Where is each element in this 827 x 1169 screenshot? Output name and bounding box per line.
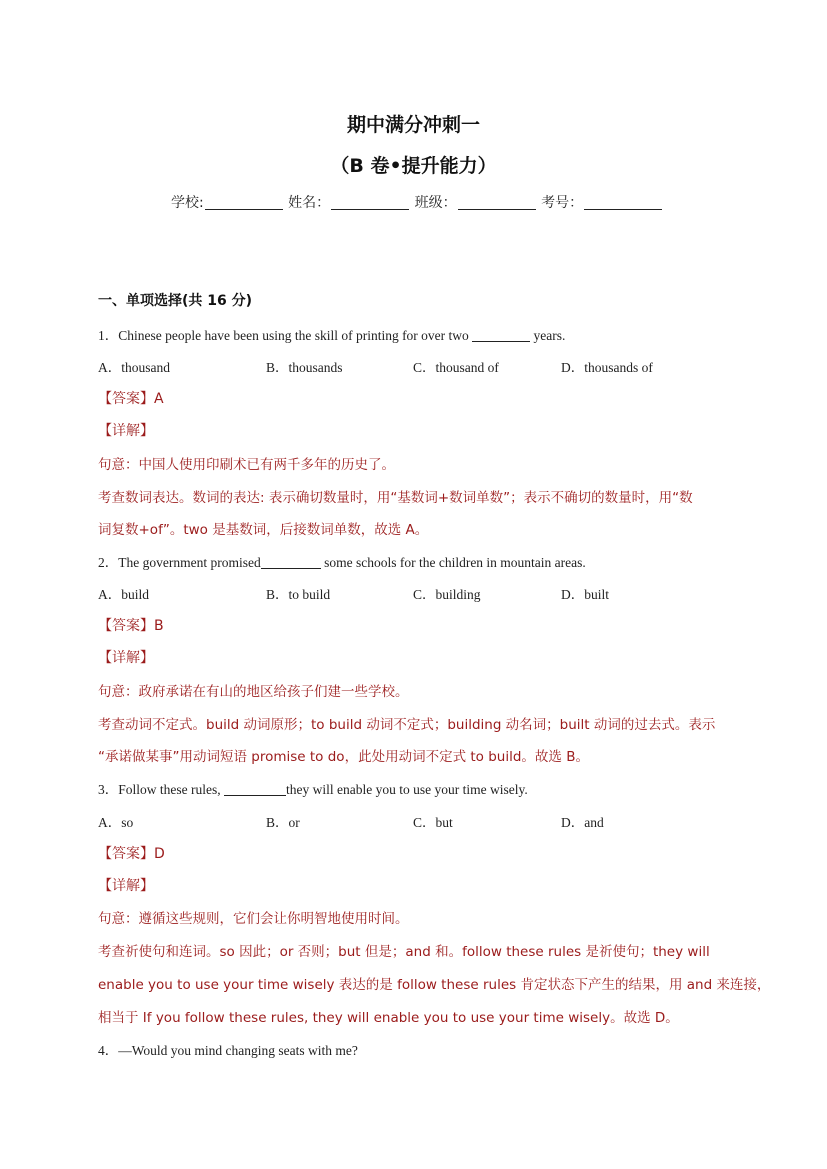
- question-1-answer: 【答案】A: [98, 391, 164, 407]
- question-1-option-b: B．thousands: [266, 360, 343, 375]
- question-1-detail-label: 【详解】: [98, 423, 154, 439]
- question-3-explanation-line: 考查祈使句和连词。so 因此；or 否则；but 但是；and 和。follow these rules 是祈使句；they will: [98, 944, 710, 960]
- question-2-explanation-line: “承诺做某事”用动词短语 promise to do，此处用动词不定式 to build。故选 B。: [98, 749, 589, 765]
- question-1-options: [98, 356, 758, 374]
- question-3-option-a: A．so: [98, 815, 134, 830]
- question-2-text-before: 2．The government promised: [98, 555, 261, 570]
- question-2-option-b: B．to build: [266, 587, 331, 602]
- question-2-options: [98, 583, 758, 601]
- question-3-text-after: they will enable you to use your time wisely.: [286, 782, 528, 797]
- question-1-option-a: A．thousand: [98, 360, 170, 375]
- question-2-option-d: D．built: [561, 587, 610, 602]
- question-3-explanation-line: 句意：遵循这些规则，它们会让你明智地使用时间。: [98, 911, 409, 927]
- question-3-stem: [98, 778, 528, 798]
- question-1-blank: [472, 328, 530, 342]
- question-3-options: [98, 811, 758, 829]
- name-label: 姓名：: [288, 195, 331, 211]
- school-blank[interactable]: [205, 195, 283, 210]
- question-2-option-a: A．build: [98, 587, 150, 602]
- question-2-option-c: C．building: [413, 587, 481, 602]
- section-heading: 一、单项选择(共 16 分): [98, 293, 253, 309]
- question-1-option-d: D．thousands of: [561, 360, 653, 375]
- question-2-explanation-line: 考查动词不定式。build 动词原形；to build 动词不定式；building 动名词；built 动词的过去式。表示: [98, 717, 716, 733]
- question-1-stem: [98, 324, 565, 344]
- question-3-blank: [224, 782, 286, 796]
- question-1-option-c: C．thousand of: [413, 360, 499, 375]
- question-3-option-b: B．or: [266, 815, 300, 830]
- question-1-explanation-line: 句意：中国人使用印刷术已有两千多年的历史了。: [98, 457, 395, 473]
- exam-number-blank[interactable]: [584, 195, 662, 210]
- question-3-option-c: C．but: [413, 815, 453, 830]
- question-2-stem: [98, 551, 586, 571]
- name-blank[interactable]: [331, 195, 409, 210]
- question-1-explanation-line: 考查数词表达。数词的表达: 表示确切数量时，用“基数词+数词单数”；表示不确切的数量时，用“数: [98, 490, 693, 506]
- question-4-stem: 4．—Would you mind changing seats with me?: [98, 1043, 358, 1058]
- question-3-option-d: D．and: [561, 815, 604, 830]
- question-3-detail-label: 【详解】: [98, 878, 154, 894]
- school-label: 学校:: [171, 195, 204, 211]
- exam-number-label: 考号：: [541, 195, 584, 211]
- question-1-text-before: 1．Chinese people have been using the skill of printing for over two: [98, 328, 473, 343]
- student-info-row: [171, 192, 663, 212]
- question-2-blank: [261, 555, 321, 569]
- question-3-explanation-line: 相当于 If you follow these rules, they will enable you to use your time wisely。故选 D。: [98, 1010, 679, 1026]
- question-3-text-before: 3．Follow these rules,: [98, 782, 224, 797]
- question-3-explanation-line: enable you to use your time wisely 表达的是 follow these rules 肯定状态下产生的结果，用 and 来连接，: [98, 977, 771, 993]
- class-blank[interactable]: [458, 195, 536, 210]
- question-2-answer: 【答案】B: [98, 618, 164, 634]
- question-3-answer: 【答案】D: [98, 846, 165, 862]
- class-label: 班级：: [414, 195, 457, 211]
- question-2-text-after: some schools for the children in mountain areas.: [320, 555, 586, 570]
- question-2-explanation-line: 句意：政府承诺在有山的地区给孩子们建一些学校。: [98, 684, 409, 700]
- question-2-detail-label: 【详解】: [98, 650, 154, 666]
- question-1-explanation-line: 词复数+of”。two 是基数词，后接数词单数，故选 A。: [98, 522, 429, 538]
- page-subtitle: （B 卷•提升能力）: [330, 155, 497, 177]
- page-title: 期中满分冲刺一: [346, 114, 480, 136]
- question-1-text-after: years.: [530, 328, 566, 343]
